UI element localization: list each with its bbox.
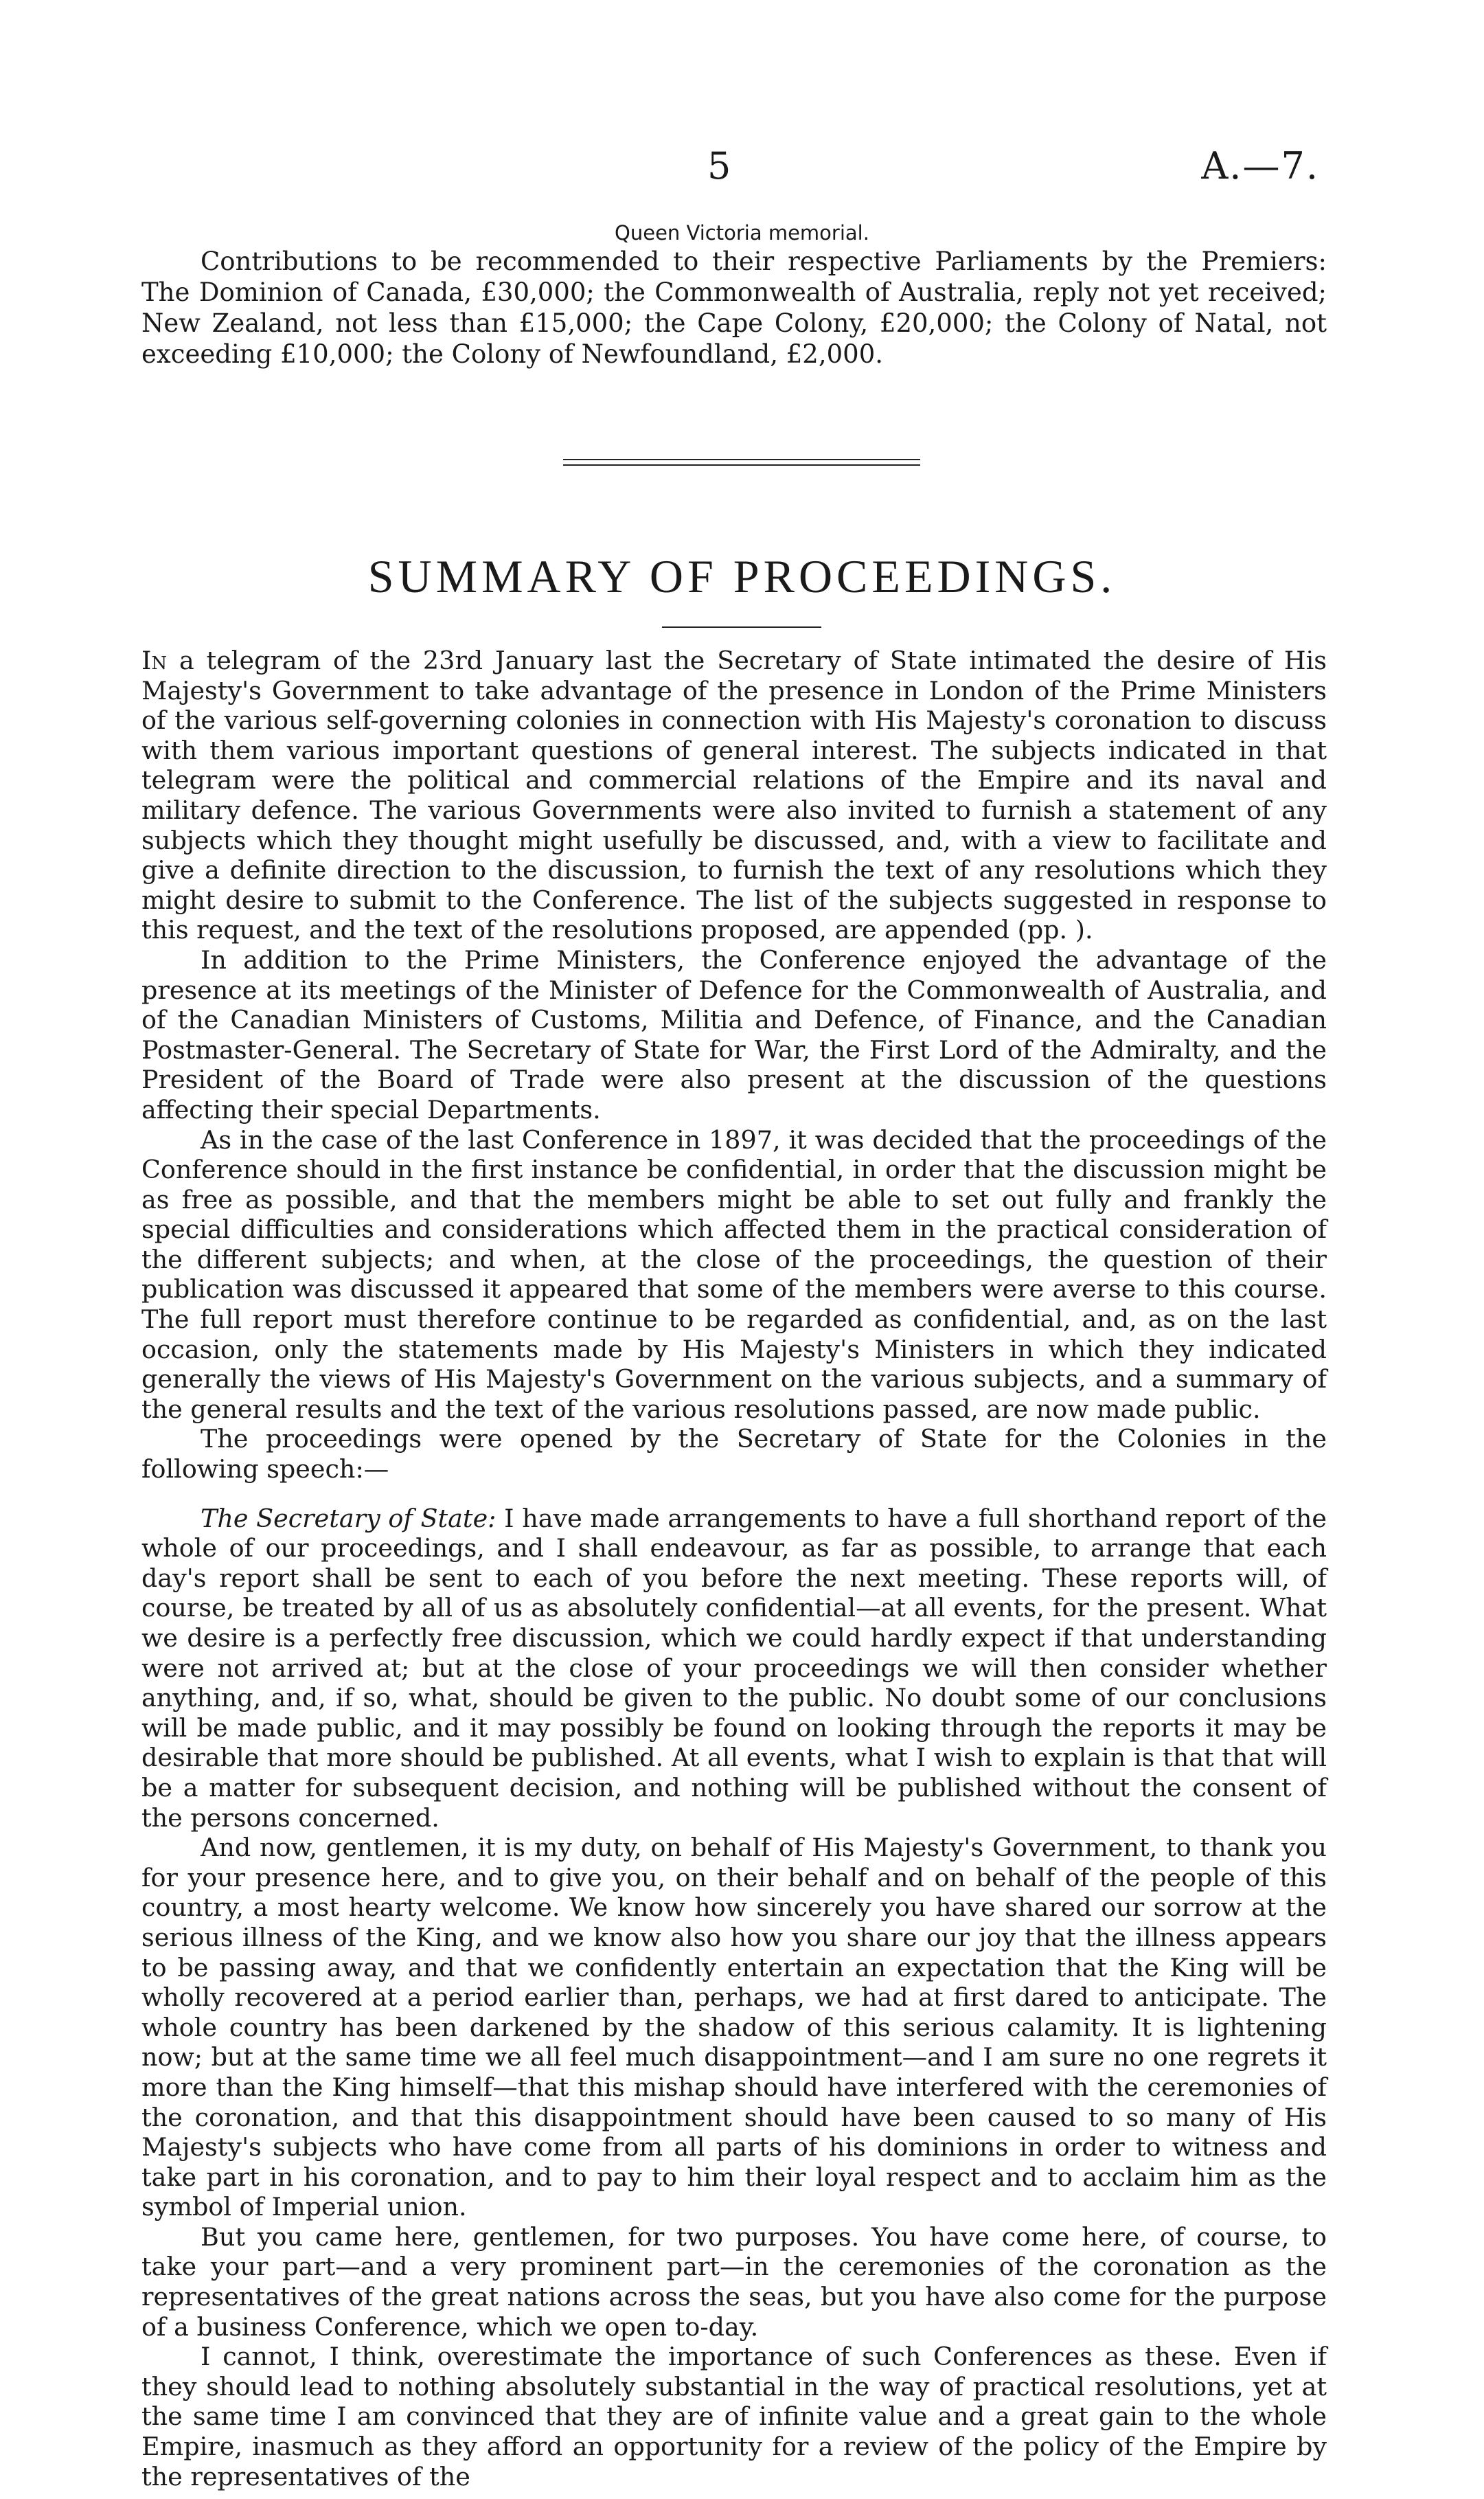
paragraph-purposes: But you came here, gentlemen, for two purposes. You have come here, of course, to take your part—and a very prominent part—in the ceremonies of the coronation as the representatives of the great nations across the seas, but you have also come for the purpose of a business Conference, which we open to-day.: [141, 2221, 1327, 2342]
section-divider: [563, 459, 920, 466]
memorial-heading: Queen Victoria memorial.: [615, 221, 869, 245]
title-underline: [662, 626, 821, 628]
page-number: 5: [707, 144, 731, 188]
paragraph-confidentiality: As in the case of the last Conference in 1897, it was decided that the proceedings of the Conference should in the first instance be confidential, in order that the discussion might be as free as possible, and that the members might be able to set out fully and frankly the special difficulties and considerations which affected them in the practical consideration of the different subjects; and when, at the close of the proceedings, the question of their publication was discussed it appeared that some of the members were averse to this course. The full report must therefore continue to be regarded as confidential, and, as on the last occasion, only the statements made by His Majesty's Ministers in which they indicated generally the views of His Majesty's Government on the various subjects, and a summary of the general results and the text of the various resolutions passed, are now made public.: [141, 1124, 1327, 1424]
memorial-contributions-text: Contributions to be recommended to their respective Parliaments by the Premiers: The Dominion of Canada, £30,000; the Commonwealth of Australia, reply not yet received; New Zealand, not less than £15,000; the Cape Colony, £20,000; the Colony of Natal, not exceeding £10,000; the Colony of Newfoundland, £2,000.: [141, 247, 1327, 369]
speaker-name: The Secretary of State:: [201, 1503, 496, 1533]
summary-title: SUMMARY OF PROCEEDINGS.: [367, 550, 1117, 602]
drop-word: In: [141, 646, 168, 675]
paragraph-attendees: In addition to the Prime Ministers, the Conference enjoyed the advantage of the presence at its meetings of the Minister of Defence for the Commonwealth of Australia, and of the Canadian Ministers of Customs, Militia and Defence, of Finance, and the Canadian Postmaster-General. The Secretary of State for War, the First Lord of the Admiralty, and the President of the Board of Trade were also present at the discussion of the questions affecting their special Departments.: [141, 945, 1327, 1124]
paragraph-text: I have made arrangements to have a full shorthand report of the whole of our proceedings, and I shall endeavour, as far as possible, to arrange that each day's report shall be sent to each of you before the next meeting. These reports will, of course, be treated by all of us as absolutely confidential—at all events, for the present. What we desire is a perfectly free discussion, which we could hardly expect if that understanding were not arrived at; but at the close of your proceedings we will then consider whether anything, and, if so, what, should be given to the public. No doubt some of our conclusions will be made public, and it may possibly be found on looking through the reports it may be desirable that more should be published. At all events, what I wish to explain is that that will be a matter for subsequent decision, and nothing will be published without the consent of the persons concerned.: [141, 1503, 1327, 1833]
paragraph-telegram: [141, 646, 1327, 945]
paragraph-welcome: And now, gentlemen, it is my duty, on behalf of His Majesty's Government, to thank you for your presence here, and to give you, on their behalf and on behalf of the people of this country, a most hearty welcome. We know how sincerely you have shared our sorrow at the serious illness of the King, and we know also how you share our joy that the illness appears to be passing away, and that we confidently entertain an expectation that the King will be wholly recovered at a period earlier than, perhaps, we had at first dared to anticipate. The whole country has been darkened by the shadow of this serious calamity. It is lightening now; but at the same time we all feel much disappointment—and I am sure no one regrets it more than the King himself—that this mishap should have interfered with the ceremonies of the coronation, and that this disappointment should have been caused to so many of His Majesty's subjects who have come from all parts of his dominions in order to witness and take part in his coronation, and to pay to him their loyal respect and to acclaim him as the symbol of Imperial union.: [141, 1833, 1327, 2222]
paragraph-importance: I cannot, I think, overestimate the importance of such Conferences as these. Even if they should lead to nothing absolutely substantial in the way of practical resolutions, yet at the same time I am convinced that they are of infinite value and a great gain to the whole Empire, inasmuch as they afford an opportunity for a review of the policy of the Empire by the representatives of the: [141, 2342, 1327, 2491]
paper-reference: A.—7.: [1201, 144, 1319, 188]
paragraph-opening: The proceedings were opened by the Secretary of State for the Colonies in the following speech:—: [141, 1424, 1327, 1484]
paragraph-text: a telegram of the 23rd January last the Secretary of State intimated the desire of His Majesty's Government to take advantage of the presence in London of the Prime Ministers of the various self-governing colonies in connection with His Majesty's coronation to discuss with them various important questions of general interest. The subjects indicated in that telegram were the political and commercial relations of the Empire and its naval and military defence. The various Governments were also invited to furnish a statement of any subjects which they thought might usefully be discussed, and, with a view to facilitate and give a definite direction to the discussion, to furnish the text of any resolutions which they might desire to submit to the Conference. The list of the subjects suggested in response to this request, and the text of the resolutions proposed, are appended (pp. ).: [141, 646, 1327, 945]
paragraph-speech-start: [141, 1504, 1327, 1833]
summary-body: [141, 646, 1327, 2491]
